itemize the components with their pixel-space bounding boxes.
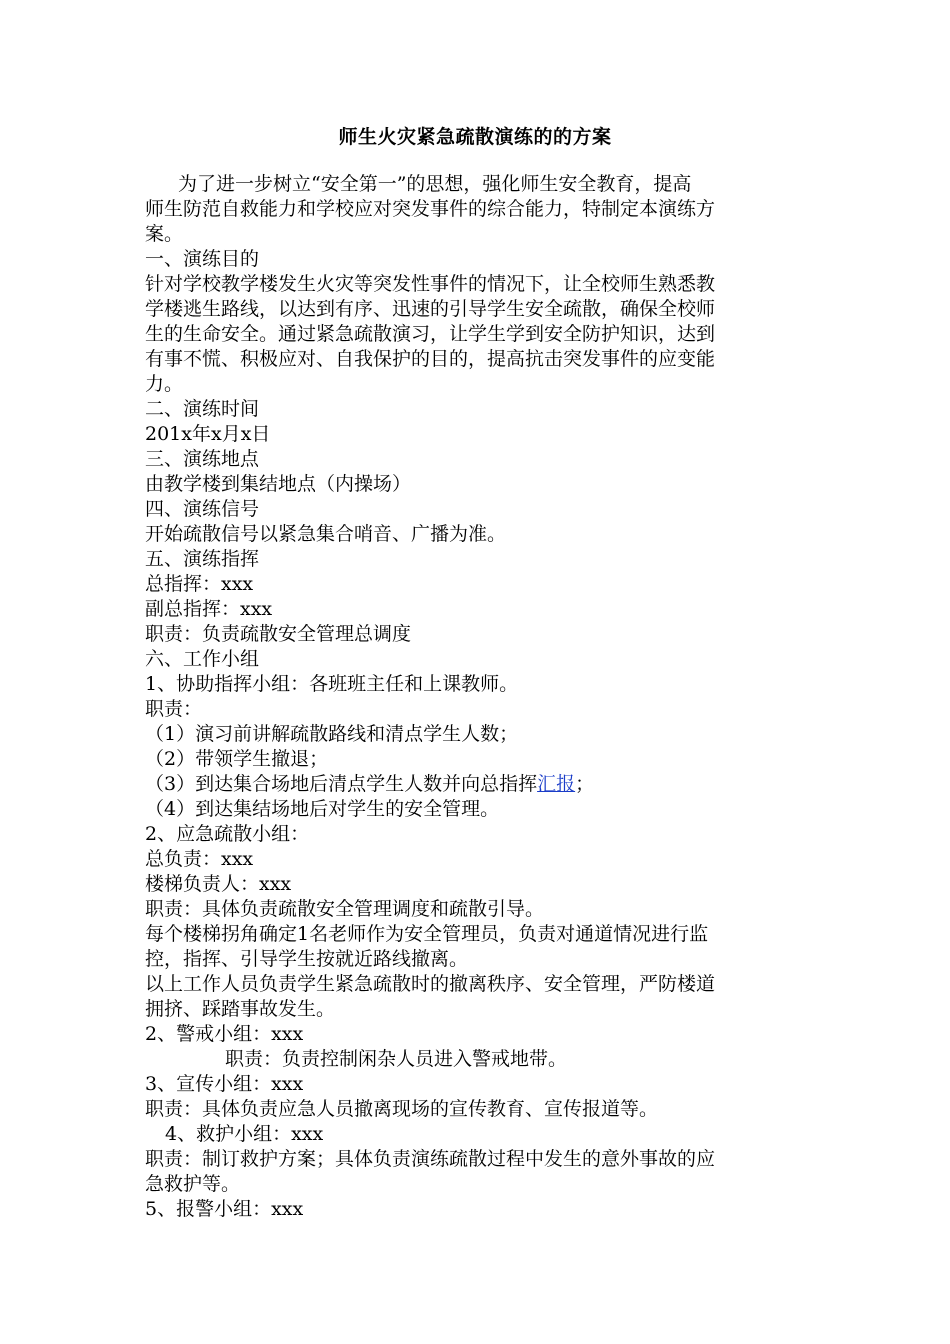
- body-line: 职责：: [145, 698, 203, 720]
- body-line: 职责：具体负责疏散安全管理调度和疏散引导。: [145, 898, 545, 920]
- body-line: 针对学校教学楼发生火灾等突发性事件的情况下，让全校师生熟悉教: [145, 273, 716, 295]
- body-line: （1）演习前讲解疏散路线和清点学生人数；: [145, 723, 519, 745]
- body-line: 2、应急疏散小组：: [145, 823, 310, 845]
- body-line: 力。: [145, 373, 184, 395]
- body-line: 总指挥：xxx: [145, 573, 254, 595]
- intro-line: 师生防范自救能力和学校应对突发事件的综合能力，特制定本演练方: [145, 198, 716, 220]
- body-line: 3、宣传小组：xxx: [145, 1073, 304, 1095]
- section-heading: 二、演练时间: [145, 398, 260, 420]
- body-line: 有事不慌、积极应对、自我保护的目的，提高抗击突发事件的应变能: [145, 348, 716, 370]
- body-line: （4）到达集结场地后对学生的安全管理。: [145, 798, 500, 820]
- body-line: 拥挤、踩踏事故发生。: [145, 998, 336, 1020]
- body-line: 职责：负责控制闲杂人员进入警戒地带。: [225, 1048, 568, 1070]
- body-line: 201x年x月x日: [145, 423, 271, 445]
- section-heading: 四、演练信号: [145, 498, 260, 520]
- body-line: 职责：具体负责应急人员撤离现场的宣传教育、宣传报道等。: [145, 1098, 659, 1120]
- section-heading: 六、工作小组: [145, 648, 260, 670]
- body-line-text: （3）到达集合场地后清点学生人数并向总指挥: [145, 773, 538, 795]
- section-heading: 五、演练指挥: [145, 548, 260, 570]
- body-line: 开始疏散信号以紧急集合哨音、广播为准。: [145, 523, 507, 545]
- body-line: 副总指挥：xxx: [145, 598, 273, 620]
- body-line: 5、报警小组：xxx: [145, 1198, 304, 1220]
- section-heading: 一、演练目的: [145, 248, 260, 270]
- body-line: 急救护等。: [145, 1173, 241, 1195]
- body-line: 由教学楼到集结地点（内操场）: [145, 473, 412, 495]
- body-line-suffix: ；: [575, 773, 595, 795]
- body-line: 4、救护小组：xxx: [165, 1123, 324, 1145]
- body-line: 控，指挥、引导学生按就近路线撤离。: [145, 948, 469, 970]
- document-title: 师生火灾紧急疏散演练的的方案: [338, 126, 612, 148]
- intro-line: 案。: [145, 223, 184, 245]
- report-link[interactable]: 汇报: [537, 773, 576, 795]
- body-line: 以上工作人员负责学生紧急疏散时的撤离秩序、安全管理，严防楼道: [145, 973, 716, 995]
- body-line: （2）带领学生撤退；: [145, 748, 329, 770]
- body-line: 职责：负责疏散安全管理总调度: [145, 623, 412, 645]
- body-line: 每个楼梯拐角确定1名老师作为安全管理员，负责对通道情况进行监: [145, 923, 709, 945]
- body-line: 学楼逃生路线，以达到有序、迅速的引导学生安全疏散，确保全校师: [145, 298, 716, 320]
- intro-line: 为了进一步树立“安全第一”的思想，强化师生安全教育，提高: [178, 173, 692, 195]
- body-line: 2、警戒小组：xxx: [145, 1023, 304, 1045]
- body-line: 职责：制订救护方案；具体负责演练疏散过程中发生的意外事故的应: [145, 1148, 716, 1170]
- body-line: 1、协助指挥小组：各班班主任和上课教师。: [145, 673, 519, 695]
- body-line: 楼梯负责人：xxx: [145, 873, 292, 895]
- body-line: 总负责：xxx: [145, 848, 254, 870]
- section-heading: 三、演练地点: [145, 448, 260, 470]
- body-line-with-link: [145, 772, 810, 797]
- body-line: 生的生命安全。通过紧急疏散演习，让学生学到安全防护知识，达到: [145, 323, 716, 345]
- document-body: [145, 172, 810, 1222]
